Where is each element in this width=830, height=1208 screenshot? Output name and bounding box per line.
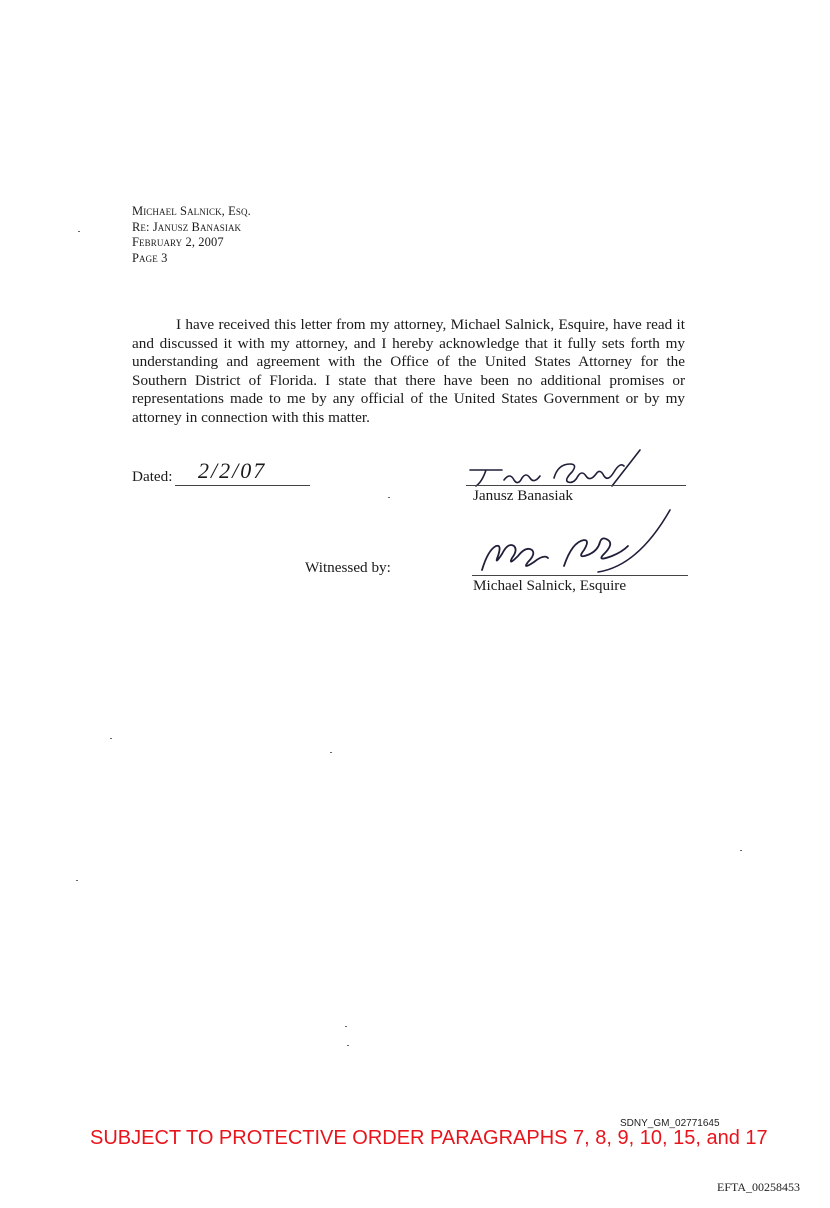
dated-handwritten-value: 2/2/07 bbox=[198, 458, 267, 483]
efta-number: EFTA_00258453 bbox=[717, 1180, 801, 1194]
scan-speck bbox=[345, 1026, 347, 1027]
dated-line bbox=[175, 485, 310, 486]
protective-order-notice: SUBJECT TO PROTECTIVE ORDER PARAGRAPHS 7, 8, 9, 10, 15, and 17 bbox=[90, 1127, 768, 1149]
header-recipient: Michael Salnick, Esq. bbox=[132, 204, 251, 218]
scan-speck bbox=[740, 850, 742, 851]
scan-speck bbox=[78, 231, 80, 232]
signer-name: Janusz Banasiak bbox=[473, 487, 573, 504]
scan-speck bbox=[76, 880, 78, 881]
salnick-signature bbox=[478, 508, 678, 578]
bates-number: SDNY_GM_02771645 bbox=[620, 1118, 720, 1129]
header-page-number: Page 3 bbox=[132, 250, 168, 265]
header-date: February 2, 2007 bbox=[132, 235, 224, 249]
scan-speck bbox=[347, 1045, 349, 1046]
witness-signature-line bbox=[472, 575, 688, 576]
witnessed-by-label: Witnessed by: bbox=[305, 559, 391, 576]
scan-speck bbox=[110, 738, 112, 739]
acknowledgement-paragraph: I have received this letter from my attorney, Michael Salnick, Esquire, have read it and discussed it with my attorney, and I hereby acknowledge that it fully sets forth my understanding and agreement with the Office of the United States Attorney for the Southern District of Florida. I state that there have been no additional promises or representations made to me by any official of the United States Government or by my attorney in connection with this matter. bbox=[132, 316, 685, 426]
scan-speck bbox=[388, 497, 390, 498]
letter-header bbox=[132, 204, 251, 266]
header-re-line: Re: Janusz Banasiak bbox=[132, 219, 242, 234]
scan-speck bbox=[330, 752, 332, 753]
witness-name: Michael Salnick, Esquire bbox=[473, 577, 627, 594]
signer-signature-line bbox=[466, 485, 686, 486]
dated-label: Dated: bbox=[132, 468, 173, 485]
